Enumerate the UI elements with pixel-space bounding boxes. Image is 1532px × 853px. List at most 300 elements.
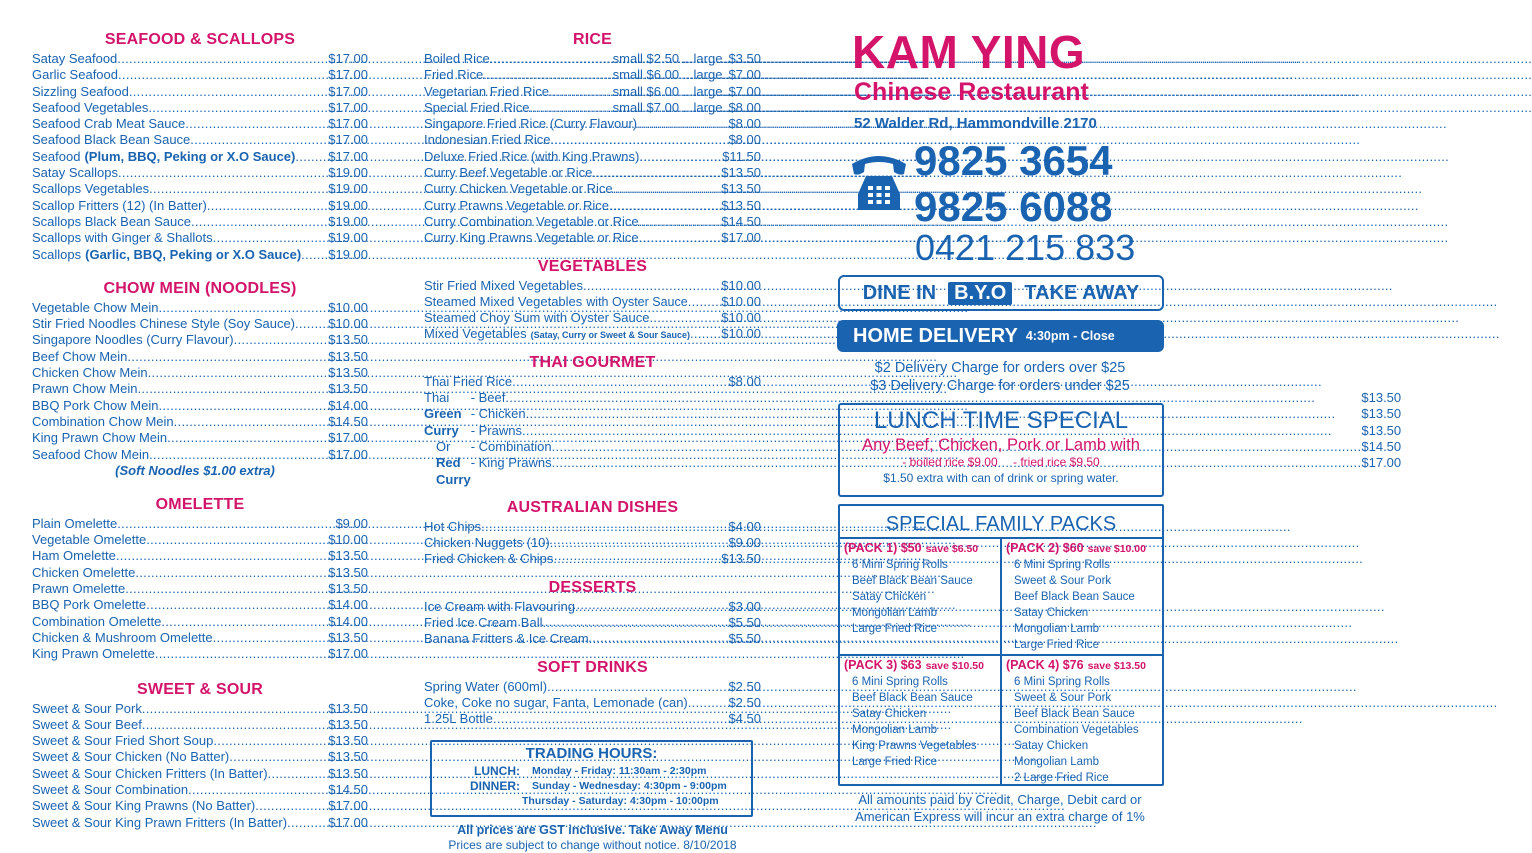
menu-item-price: $4.00 — [728, 518, 761, 534]
menu-item-name: Mixed Vegetables — [424, 326, 527, 342]
menu-item — [32, 116, 368, 132]
menu-item — [32, 701, 368, 717]
family-pack-item: Satay Chicken — [1014, 740, 1089, 752]
family-pack-item: Satay Chicken — [1014, 607, 1089, 619]
menu-item-name: Stir Fried Mixed Vegetables — [424, 277, 583, 293]
family-pack-price: (PACK 1) $50 — [844, 541, 922, 555]
menu-item-price: $13.50 — [328, 381, 368, 397]
menu-item-name: Sweet & Sour Chicken (No Batter) — [32, 749, 230, 765]
menu-item-name: Fried Ice Cream Ball — [424, 615, 543, 631]
list-sweet-sour — [32, 701, 368, 831]
menu-item-price: $13.50 — [328, 716, 368, 732]
menu-item — [32, 300, 368, 316]
menu-item-price: $19.00 — [328, 246, 368, 262]
menu-item-price: $13.50 — [721, 551, 761, 567]
family-pack-price: (PACK 3) $63 — [844, 658, 922, 672]
menu-item-price: $14.00 — [328, 397, 368, 413]
menu-item-price: $7.00 — [728, 67, 761, 83]
menu-item-options: (Satay, Curry or Sweet & Sour Sauce) — [530, 330, 691, 341]
delivery-charge-1: $2 Delivery Charge for orders over $25 — [874, 360, 1126, 376]
lunch-special-title: LUNCH TIME SPECIAL — [873, 407, 1129, 434]
menu-item — [32, 733, 368, 749]
menu-item — [32, 532, 368, 548]
menu-item-price: $10.00 — [328, 299, 368, 315]
menu-item — [32, 717, 368, 733]
menu-item — [32, 381, 368, 397]
family-pack-item: 6 Mini Spring Rolls — [852, 559, 948, 571]
menu-item-name: Fried Rice — [424, 67, 484, 83]
menu-item — [424, 165, 761, 181]
menu-item-name: Seafood Crab Meat Sauce — [32, 116, 186, 132]
menu-item — [424, 551, 761, 567]
trading-hours-box — [430, 740, 753, 817]
menu-item — [424, 149, 761, 165]
menu-item: Thai Fried Rice ..... $8.00 — [424, 374, 761, 390]
menu-item — [424, 100, 761, 116]
lunch-fried-rice: - fried rice $9.50 — [1013, 455, 1100, 469]
menu-item-name: Singapore Noodles (Curry Flavour) — [32, 332, 234, 348]
menu-item — [32, 100, 368, 116]
menu-item-name: Garlic Seafood — [32, 67, 118, 83]
section-title-soft-drinks: SOFT DRINKS — [537, 658, 648, 676]
menu-item-name: - Prawns — [470, 422, 522, 438]
menu-item-name: Scallops with Ginger & Shallots — [32, 230, 213, 246]
menu-item-name: Vegetable Omelette — [32, 532, 147, 548]
menu-item-name: Scallop Fritters (12) (In Batter) — [32, 197, 207, 213]
menu-item-name: Curry Beef Vegetable or Rice — [424, 165, 593, 181]
menu-item-sauce: (Garlic, BBQ, Peking or X.O Sauce) — [85, 246, 302, 262]
menu-item-name: Steamed Mixed Vegetables — [424, 293, 583, 309]
menu-item-name: Sweet & Sour Pork — [32, 700, 142, 716]
menu-item-price: $14.00 — [328, 597, 368, 613]
menu-item — [424, 230, 761, 246]
menu-item-price: $13.50 — [328, 629, 368, 645]
menu-item-price: $17.00 — [1361, 455, 1402, 471]
menu-item — [424, 198, 761, 214]
lunch-special-box — [838, 403, 1164, 497]
menu-item-name: Curry Prawns Vegetable or Rice — [424, 197, 609, 213]
card-surcharge-2: American Express will incur an extra charge of 1% — [855, 809, 1145, 824]
thai-curry-label: Thai Green Curry Or Red Curry — [424, 390, 471, 487]
delivery-charge-2: $3 Delivery Charge for orders under $25 — [870, 378, 1130, 394]
menu-item — [32, 597, 368, 613]
menu-item — [424, 181, 761, 197]
menu-item — [32, 198, 368, 214]
menu-item — [32, 766, 368, 782]
menu-item-price: $17.00 — [328, 798, 368, 814]
menu-item — [424, 310, 761, 326]
menu-item-name: Prawn Chow Mein — [32, 381, 138, 397]
menu-item-name: Ice Cream with Flavouring — [424, 598, 575, 614]
menu-item — [424, 51, 761, 67]
menu-item-price: $14.50 — [1361, 438, 1402, 454]
menu-item — [424, 116, 761, 132]
menu-item — [424, 695, 761, 711]
section-title-vegetables: VEGETABLES — [537, 257, 648, 275]
family-pack-item: 6 Mini Spring Rolls — [852, 676, 948, 688]
menu-item-price: $14.50 — [328, 781, 368, 797]
menu-item — [32, 614, 368, 630]
menu-item-price: $10.00 — [328, 316, 368, 332]
section-title-sweet-sour: SWEET & SOUR — [137, 680, 263, 698]
menu-item-name: Prawn Omelette — [32, 581, 126, 597]
mobile-number[interactable]: 0421 215 833 — [915, 227, 1136, 268]
menu-item-price: $14.50 — [328, 413, 368, 429]
menu-item-name: Chicken & Mushroom Omelette — [32, 629, 213, 645]
menu-item — [32, 815, 368, 831]
menu-item-price: $17.00 — [328, 132, 368, 148]
menu-item-price: $3.50 — [728, 51, 761, 66]
list-rice — [424, 51, 761, 247]
menu-item-name: King Prawn Omelette — [32, 646, 155, 662]
section-title-rice: RICE — [572, 31, 613, 48]
dinner-hours-1: Sunday - Wednesday: 4:30pm - 9:00pm — [532, 779, 727, 792]
family-pack-item: Sweet & Sour Pork — [1014, 692, 1112, 704]
menu-item-price: $13.50 — [328, 365, 368, 381]
menu-item-price: $17.00 — [328, 446, 368, 462]
family-pack-item: Mongolian Lamb — [852, 607, 938, 619]
menu-item-name: Scallops Vegetables — [32, 181, 150, 197]
menu-item — [32, 430, 368, 446]
restaurant-subtitle: Chinese Restaurant — [854, 78, 1089, 106]
family-pack-price: (PACK 4) $76 — [1006, 658, 1084, 672]
menu-item-name: Seafood — [32, 148, 81, 164]
menu-item-name: Seafood Black Bean Sauce — [32, 132, 191, 148]
menu-item-name: Curry Combination Vegetable or Rice — [424, 213, 639, 229]
menu-item-name: King Prawn Chow Mein — [32, 430, 168, 446]
menu-item — [32, 247, 368, 263]
menu-item-name: Scallops — [32, 246, 82, 262]
menu-item — [32, 414, 368, 430]
menu-item-price: $13.50 — [721, 165, 761, 181]
menu-item — [32, 782, 368, 798]
menu-item-name: Seafood Vegetables — [32, 99, 149, 115]
menu-item-name: Indonesian Fried Rice — [424, 132, 551, 148]
menu-item — [32, 51, 368, 67]
menu-item-price: $13.50 — [328, 581, 368, 597]
phone-number-1[interactable]: 9825 3654 — [914, 137, 1113, 184]
byo-badge: B.Y.O — [948, 282, 1012, 305]
menu-item-name: Combination Omelette — [32, 613, 162, 629]
menu-item-name: Sweet & Sour King Prawns (No Batter) — [32, 798, 256, 814]
menu-item-price: $10.00 — [721, 326, 761, 342]
menu-item-price: $13.50 — [328, 332, 368, 348]
menu-item-name: Banana Fritters & Ice Cream — [424, 631, 589, 647]
menu-item-price: $10.00 — [328, 532, 368, 548]
menu-item-price: $19.00 — [328, 181, 368, 197]
menu-item — [32, 630, 368, 646]
section-title-omelette: OMELETTE — [155, 495, 245, 513]
menu-item-sauce: (Plum, BBQ, Peking or X.O Sauce) — [84, 148, 296, 164]
list-desserts — [424, 599, 761, 648]
menu-item-name: Vegetable Chow Mein — [32, 299, 159, 315]
section-title-australian: AUSTRALIAN DISHES — [506, 498, 679, 516]
lunch-extra: $1.50 extra with can of drink or spring water. — [883, 471, 1119, 485]
family-pack-item: Combination Vegetables — [1014, 724, 1139, 736]
family-pack-item: Beef Black Bean Sauce — [1014, 708, 1135, 720]
menu-item — [424, 519, 761, 535]
menu-item-name: Spring Water (600ml) — [424, 678, 548, 694]
menu-item-price: $17.00 — [328, 814, 368, 830]
menu-item — [32, 84, 368, 100]
menu-item-name: Chicken Nuggets (10) — [424, 535, 550, 551]
family-pack-4 — [1002, 656, 1162, 786]
card-surcharge-1: All amounts paid by Credit, Charge, Debit card or — [858, 792, 1142, 807]
family-pack-item: Mongolian Lamb — [852, 724, 938, 736]
menu-item-name: Ham Omelette — [32, 548, 116, 564]
menu-item-name: Vegetarian Fried Rice — [424, 83, 550, 99]
family-packs-box — [838, 504, 1164, 786]
menu-item-sizes: small $2.50 ...large — [612, 51, 723, 66]
menu-item-name: Satay Scallops — [32, 165, 118, 181]
gst-note: All prices are GST inclusive. Take Away Menu — [457, 822, 728, 837]
menu-item — [424, 67, 761, 83]
family-pack-item: Beef Black Bean Sauce — [852, 575, 973, 587]
menu-item-name: Sizzling Seafood — [32, 83, 129, 99]
dine-in-label: DINE IN — [862, 281, 937, 304]
family-pack-item: 6 Mini Spring Rolls — [1014, 559, 1110, 571]
menu-item — [32, 365, 368, 381]
menu-item — [32, 398, 368, 414]
menu-item-price: $8.00 — [728, 99, 761, 115]
menu-item-name: Plain Omelette — [32, 515, 118, 531]
family-pack-price: (PACK 2) $60 — [1006, 541, 1084, 555]
family-pack-item: Satay Chicken — [852, 708, 927, 720]
menu-item — [424, 326, 761, 343]
section-title-thai: THAI GOURMET — [529, 353, 656, 371]
menu-item-price: $7.00 — [728, 83, 761, 99]
menu-item-name: Stir Fried Noodles Chinese Style (Soy Sauce) — [32, 316, 296, 332]
restaurant-name: KAM YING — [852, 26, 1086, 78]
menu-item-name: Special Fried Rice — [424, 99, 530, 115]
menu-item — [32, 581, 368, 597]
family-pack-item: Large Fried Rice — [852, 623, 938, 635]
menu-item — [32, 332, 368, 348]
lunch-hours: Monday - Friday: 11:30am - 2:30pm — [532, 764, 707, 777]
family-pack-item: Beef Black Bean Sauce — [852, 692, 973, 704]
menu-item — [32, 798, 368, 814]
menu-item-name: Fried Chicken & Chips — [424, 551, 554, 567]
menu-item-name: - Beef — [470, 390, 506, 406]
menu-item-name: Satay Seafood — [32, 51, 118, 66]
menu-item-price: $5.50 — [728, 631, 761, 647]
menu-item — [424, 535, 761, 551]
menu-item-name: Curry King Prawns Vegetable or Rice — [424, 230, 639, 246]
home-delivery-label: HOME DELIVERY — [853, 324, 1018, 347]
menu-item-name: Deluxe Fried Rice (with King Prawns) — [424, 148, 640, 164]
menu-item-price: $13.50 — [721, 181, 761, 197]
menu-item-price: $17.00 — [328, 67, 368, 83]
menu-item-price: $11.50 — [722, 148, 761, 164]
menu-item-name: Sweet & Sour King Prawn Fritters (In Batter) — [32, 814, 288, 830]
menu-item-name: Hot Chips — [424, 518, 482, 534]
menu-item-price: $13.50 — [328, 733, 368, 749]
menu-item-price: $17.00 — [328, 51, 368, 66]
menu-item-price: $14.50 — [721, 213, 761, 229]
list-seafood — [32, 51, 368, 263]
menu-item-name: Seafood Chow Mein — [32, 446, 150, 462]
menu-item-name: 1.25L Bottle — [424, 711, 493, 727]
menu-item-name: Singapore Fried Rice (Curry Flavour) — [424, 116, 638, 132]
menu-item-name: Beef Chow Mein — [32, 348, 128, 364]
menu-item-price: $13.50 — [721, 197, 761, 213]
family-pack-item: Satay Chicken — [852, 591, 927, 603]
menu-item-price: $17.00 — [328, 646, 368, 662]
dinner-label: DINNER: — [470, 778, 520, 793]
family-pack-item: Mongolian Lamb — [1014, 756, 1100, 768]
family-pack-saving: save $6.50 — [925, 543, 979, 555]
menu-item-name: Chicken Chow Mein — [32, 365, 148, 381]
list-chow-mein — [32, 300, 368, 463]
family-pack-item: Large Fried Rice — [1014, 639, 1100, 651]
family-packs-title: SPECIAL FAMILY PACKS — [885, 513, 1117, 535]
menu-item-price: $17.00 — [328, 99, 368, 115]
menu-item-name: Combination Chow Mein — [32, 413, 174, 429]
family-pack-item: Mongolian Lamb — [1014, 623, 1100, 635]
menu-item — [424, 132, 761, 148]
take-away-label: TAKE AWAY — [1024, 281, 1140, 304]
menu-item — [32, 165, 368, 181]
menu-item — [32, 214, 368, 230]
list-soft-drinks — [424, 679, 761, 728]
menu-item-name: Sweet & Sour Combination — [32, 781, 189, 797]
menu-item-price: $19.00 — [328, 230, 368, 246]
menu-item-price: $17.00 — [328, 83, 368, 99]
home-delivery-hours: 4:30pm - Close — [1025, 329, 1115, 343]
menu-item-price: $17.00 — [721, 230, 761, 246]
menu-item — [424, 278, 761, 294]
menu-item-name: Scallops Black Bean Sauce — [32, 213, 191, 229]
menu-item-price: $13.50 — [1361, 406, 1402, 422]
family-pack-saving: save $10.00 — [1087, 543, 1146, 555]
menu-item-price: $19.00 — [328, 197, 368, 213]
menu-item-name: Chicken Omelette — [32, 564, 136, 580]
menu-item-price: $13.50 — [328, 765, 368, 781]
family-pack-item: Sweet & Sour Pork — [1014, 575, 1112, 587]
menu-item-name: - Combination — [470, 438, 552, 454]
menu-item-price: $2.50 — [728, 694, 761, 710]
lunch-special-line: Any Beef, Chicken, Pork or Lamb with — [862, 436, 1140, 454]
menu-item-name: Sweet & Sour Fried Short Soup — [32, 733, 214, 749]
menu-item-price: $14.00 — [328, 613, 368, 629]
menu-item — [424, 294, 761, 310]
menu-column-1 — [32, 0, 368, 831]
menu-item-price: $10.00 — [721, 277, 761, 293]
menu-item-name: Boiled Rice — [424, 51, 490, 66]
menu-item — [32, 132, 368, 148]
trading-hours-title: TRADING HOURS: — [525, 744, 658, 762]
menu-item-price: $5.50 — [728, 615, 761, 631]
lunch-label: LUNCH: — [474, 763, 520, 778]
menu-item-price: $9.00 — [335, 515, 368, 531]
home-delivery-banner — [837, 320, 1164, 352]
dinner-hours-2: Thursday - Saturday: 4:30pm - 10:00pm — [522, 794, 719, 807]
menu-item-name: Curry Chicken Vegetable or Rice — [424, 181, 613, 197]
family-pack-item: Large Fried Rice — [852, 756, 938, 768]
section-title-seafood: SEAFOOD & SCALLOPS — [104, 31, 296, 48]
family-pack-2 — [1002, 539, 1162, 656]
list-australian — [424, 519, 761, 568]
menu-item-price: $8.00 — [728, 132, 761, 148]
menu-item — [32, 181, 368, 197]
menu-item — [424, 631, 761, 647]
menu-item-name: - King Prawns — [470, 455, 552, 471]
section-title-desserts: DESSERTS — [548, 578, 637, 596]
menu-item-sizes: small $7.00 ...large — [612, 99, 723, 115]
menu-item-price: $9.00 — [728, 535, 761, 551]
menu-item-price: $13.50 — [328, 348, 368, 364]
menu-item-sizes: small $6.00 ...large — [612, 83, 723, 99]
menu-item-price: $2.50 — [728, 678, 761, 694]
menu-item — [32, 149, 368, 165]
menu-item-price: $17.00 — [328, 148, 368, 164]
menu-item-price: $19.00 — [328, 165, 368, 181]
menu-item-price: $13.50 — [328, 564, 368, 580]
family-pack-1 — [840, 539, 1002, 656]
menu-item-price: $17.00 — [328, 430, 368, 446]
menu-item — [424, 679, 761, 695]
family-pack-item: 6 Mini Spring Rolls — [1014, 676, 1110, 688]
family-pack-3 — [840, 656, 1002, 786]
menu-item — [32, 749, 368, 765]
menu-item-price: $13.50 — [1361, 390, 1402, 406]
menu-item-name: Coke, Coke no sugar, Fanta, Lemonade (can) — [424, 694, 688, 710]
section-title-chow-mein: CHOW MEIN (NOODLES) — [103, 279, 297, 297]
menu-item-sizes: small $6.00 ...large — [612, 67, 723, 83]
menu-item — [32, 67, 368, 83]
family-pack-item: 2 Large Fried Rice — [1014, 772, 1109, 784]
menu-item-name: Sweet & Sour Chicken Fritters (In Batter) — [32, 765, 268, 781]
menu-item-price: $8.00 — [728, 116, 761, 132]
menu-item-price: $13.50 — [328, 548, 368, 564]
menu-item — [32, 447, 368, 463]
phone-number-2[interactable]: 9825 6088 — [914, 183, 1113, 230]
menu-item — [32, 230, 368, 246]
menu-item-name: Sweet & Sour Beef — [32, 716, 142, 732]
menu-item — [32, 548, 368, 564]
menu-item-price: $17.00 — [328, 116, 368, 132]
menu-item — [424, 599, 761, 615]
menu-item-price: $19.00 — [328, 213, 368, 229]
list-vegetables — [424, 278, 761, 344]
family-pack-item: King Prawns Vegetables — [852, 740, 977, 752]
menu-item-price: $4.50 — [728, 711, 761, 727]
menu-item — [32, 349, 368, 365]
menu-item — [32, 516, 368, 532]
family-pack-saving: save $13.50 — [1087, 660, 1146, 672]
soft-noodles-note: (Soft Noodles $1.00 extra) — [115, 462, 275, 478]
menu-item — [424, 214, 761, 230]
menu-item-name: BBQ Pork Omelette — [32, 597, 147, 613]
menu-item — [32, 646, 368, 662]
menu-item-price: $13.50 — [328, 700, 368, 716]
family-pack-item: Beef Black Bean Sauce — [1014, 591, 1135, 603]
menu-item-name: - Chicken — [470, 406, 526, 422]
menu-item-price: $10.00 — [721, 293, 761, 309]
menu-item — [32, 316, 368, 332]
menu-item-name: Steamed Choy Sum with Oyster Sauce — [424, 310, 650, 326]
family-packs-grid — [840, 537, 1162, 784]
list-omelette — [32, 516, 368, 663]
menu-item-extra: with Oyster Sauce — [586, 294, 688, 309]
menu-item — [32, 565, 368, 581]
price-change-note: Prices are subject to change without notice. 8/10/2018 — [448, 837, 737, 852]
menu-item-price: $3.00 — [728, 598, 761, 614]
menu-item-name: BBQ Pork Chow Mein — [32, 397, 159, 413]
dine-in-takeaway-box — [838, 275, 1164, 311]
telephone-icon — [848, 150, 910, 221]
family-pack-saving: save $10.50 — [925, 660, 984, 672]
